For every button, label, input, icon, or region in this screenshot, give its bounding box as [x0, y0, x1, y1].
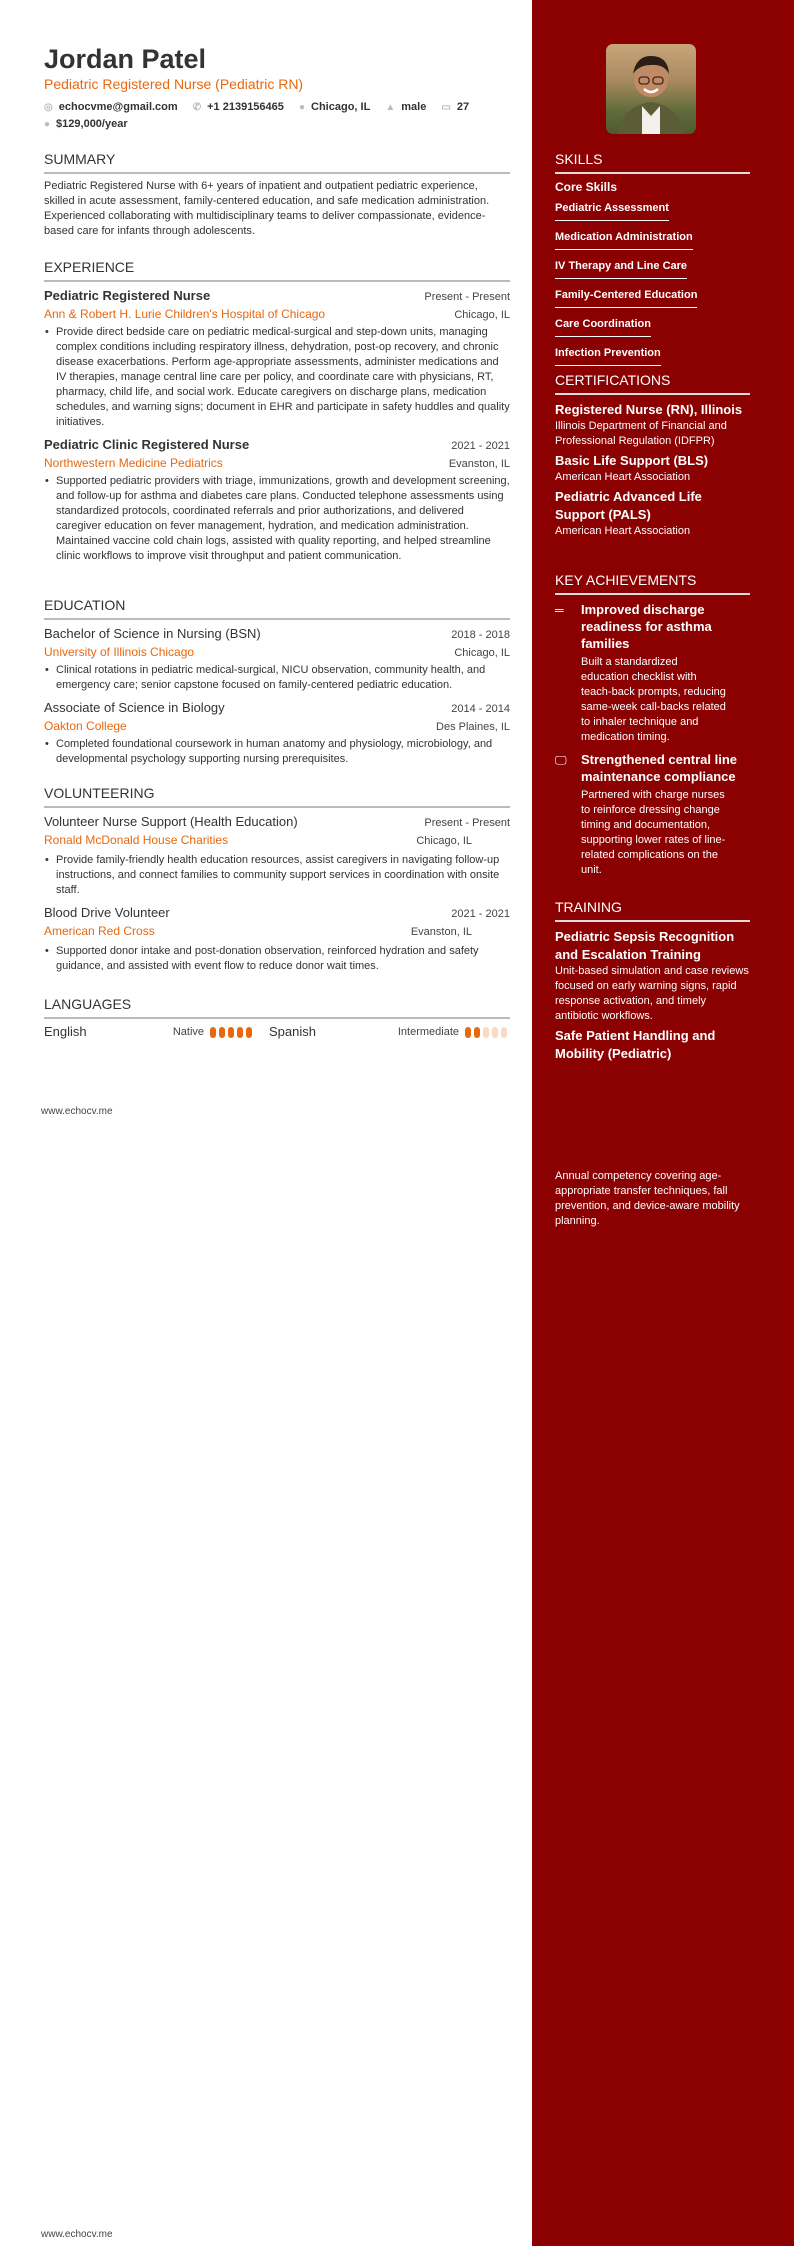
institution: University of Illinois Chicago: [44, 645, 195, 659]
cert-issuer: American Heart Association: [555, 471, 691, 483]
section-heading: VOLUNTEERING: [44, 785, 510, 808]
edu-bullet: • Completed foundational coursework in human anatomy and physiology, microbiology, and developmental psychology supporting nursing prerequisites.: [44, 737, 510, 767]
money-icon: ●: [44, 119, 51, 130]
location-value: Chicago, IL: [311, 101, 371, 113]
rating-dot-filled: [474, 1027, 480, 1038]
volunteer-location: Chicago, IL: [416, 835, 472, 847]
training-title: Pediatric Sepsis Recognition and Escalation Training: [555, 929, 735, 962]
employer: Northwestern Medicine Pediatrics: [44, 456, 223, 470]
achievement-title: Improved discharge readiness for asthma families: [581, 602, 712, 651]
section-heading: LANGUAGES: [44, 996, 510, 1019]
achievement-desc: Built a standardized education checklist with teach-back prompts, reducing same-week call-backs related to inhaler technique and medication timing.: [581, 656, 726, 743]
section-heading: SUMMARY: [44, 151, 510, 174]
edu-location: Chicago, IL: [454, 647, 510, 659]
rating-dot-filled: [246, 1027, 252, 1038]
location-icon: ●: [298, 102, 306, 113]
cert-issuer: Illinois Department of Financial and Professional Regulation (IDFPR): [555, 420, 727, 447]
skills-section: [555, 151, 750, 372]
language-rating: [465, 1024, 510, 1039]
volunteer-org: American Red Cross: [44, 924, 155, 938]
language-level: Native: [172, 1025, 205, 1038]
cert-title: Pediatric Advanced Life Support (PALS): [555, 489, 702, 522]
volunteer-org: Ronald McDonald House Charities: [44, 833, 229, 847]
rating-dot-filled: [465, 1027, 471, 1038]
volunteer-dates: Present - Present: [424, 817, 510, 829]
cert-title: Registered Nurse (RN), Illinois: [555, 402, 743, 417]
skill-item: Family-Centered Education: [555, 289, 697, 308]
employer: Ann & Robert H. Lurie Children's Hospital of Chicago: [44, 307, 326, 321]
summary-text: Pediatric Registered Nurse with 6+ years of inpatient and outpatient pediatric experience, skilled in acute assessment, family-centered education, and safe medication administration. Experienced collaborating with multidisciplinary teams to deliver compassionate, evidence-based care for infants through adolescents.: [44, 180, 490, 237]
rating-dot-empty: [483, 1027, 489, 1038]
section-heading: KEY ACHIEVEMENTS: [555, 572, 750, 595]
skill-item: Care Coordination: [555, 318, 651, 337]
section-heading: TRAINING: [555, 899, 750, 922]
training-desc: Unit-based simulation and case reviews focused on early warning signs, rapid response activation, and timely antibiotic workflows.: [555, 965, 749, 1022]
skill-category: Core Skills: [555, 180, 618, 194]
contact-age: [441, 99, 469, 116]
section-heading: EDUCATION: [44, 597, 510, 620]
volunteer-bullet: • Supported donor intake and post-donation observation, reinforced hydration and safety guidance, and assisted with event flow to reduce donor wait times.: [44, 944, 510, 974]
skill-item: Pediatric Assessment: [555, 202, 669, 221]
contact-phone[interactable]: [193, 99, 284, 116]
job-location: Chicago, IL: [454, 309, 510, 321]
summary-section: [44, 151, 510, 239]
edu-dates: 2014 - 2014: [451, 703, 510, 715]
achievements-section: [555, 572, 750, 884]
experience-item: [44, 287, 510, 430]
age-value: 27: [456, 101, 470, 113]
certifications-section: [555, 372, 750, 541]
experience-item: [44, 436, 510, 564]
edu-dates: 2018 - 2018: [451, 629, 510, 641]
rating-dot-filled: [210, 1027, 216, 1038]
contact-location: [299, 99, 370, 116]
person-icon: ▲: [385, 102, 396, 113]
candidate-title: Pediatric Registered Nurse (Pediatric RN): [44, 76, 304, 92]
phone-value: +1 2139156465: [207, 101, 284, 113]
training-desc: Annual competency covering age-appropriate transfer techniques, fall prevention, and device-aware mobility planning.: [555, 1170, 740, 1227]
language-name: English: [44, 1024, 87, 1039]
email-icon: ◎: [44, 102, 53, 113]
rating-dot-filled: [237, 1027, 243, 1038]
sidebar: [532, 0, 794, 2246]
job-dates: 2021 - 2021: [451, 440, 510, 452]
training-title: Safe Patient Handling and Mobility (Pediatric): [555, 1028, 716, 1061]
edu-location: Des Plaines, IL: [436, 721, 510, 733]
email-value: echocvme@gmail.com: [58, 101, 178, 113]
volunteer-role: Blood Drive Volunteer: [44, 905, 170, 920]
languages-section: [44, 996, 510, 1039]
language-list: [44, 1024, 510, 1039]
lines-icon: ═: [555, 603, 564, 617]
skill-item: Infection Prevention: [555, 347, 661, 366]
achievement-title: Strengthened central line maintenance compliance: [581, 752, 738, 784]
rating-dot-empty: [492, 1027, 498, 1038]
education-item: [44, 625, 510, 693]
achievement-item: [555, 601, 750, 745]
monitor-icon: 🖵: [555, 753, 567, 767]
edu-bullet: • Clinical rotations in pediatric medical-surgical, NICU observation, community health, and emergency care; senior capstone focused on family-centered pediatric education.: [44, 663, 510, 693]
volunteer-dates: 2021 - 2021: [451, 908, 510, 920]
section-heading: EXPERIENCE: [44, 259, 510, 282]
job-location: Evanston, IL: [448, 458, 510, 470]
education-item: [44, 699, 510, 767]
contact-email[interactable]: [44, 99, 178, 116]
education-section: [44, 597, 510, 773]
language-rating: [210, 1024, 255, 1039]
degree: Bachelor of Science in Nursing (BSN): [44, 626, 261, 641]
achievement-desc: Partnered with charge nurses to reinforce dressing change timing and documentation, supporting lower rates of line-related complications on the unit.: [581, 789, 726, 876]
volunteer-item: [44, 904, 510, 974]
training-section: [555, 899, 750, 1231]
cert-issuer: American Heart Association: [555, 525, 691, 537]
calendar-icon: ▭: [441, 102, 451, 113]
rating-dot-empty: [501, 1027, 507, 1038]
achievement-item: [555, 751, 750, 878]
volunteering-section: [44, 785, 510, 980]
language-level: Intermediate: [397, 1025, 459, 1038]
skill-item: Medication Administration: [555, 231, 693, 250]
rating-dot-filled: [228, 1027, 234, 1038]
job-bullet: • Provide direct bedside care on pediatric medical-surgical and step-down units, managing complex conditions including respiratory illness, dehydration, post-op recovery, and chronic disease exacerbations. Perform age-appropriate assessments, administer medications and IV therapies, manage central line care per policy, and coordinate care with physicians, RT, pharmacy, child life, and social work. Educate caregivers on discharge plans, medication schedules, and warning signs; document in EHR and participate in safety huddles and quality initiatives.: [44, 325, 510, 430]
gender-value: male: [401, 101, 427, 113]
skill-item: IV Therapy and Line Care: [555, 260, 687, 279]
job-bullet: • Supported pediatric providers with triage, immunizations, growth and development screening, and follow-up for asthma and diabetes care plans. Conducted telephone assessments using standardized protocols, coordinated referrals and prior authorizations, and delivered caregiver education on fever management, hydration, and medication administration. Maintained vaccine cold chain logs, assisted with quality reporting, and helped streamline clinic workflows to improve visit throughput and patient communication.: [44, 474, 510, 564]
contact-salary: [44, 116, 128, 133]
section-heading: SKILLS: [555, 151, 750, 174]
volunteer-item: [44, 813, 510, 898]
section-heading: CERTIFICATIONS: [555, 372, 750, 395]
job-title: Pediatric Clinic Registered Nurse: [44, 437, 250, 452]
footer-link[interactable]: www.echocv.me: [41, 2229, 113, 2240]
degree: Associate of Science in Biology: [44, 700, 225, 715]
job-dates: Present - Present: [424, 291, 510, 303]
experience-section: [44, 259, 510, 570]
cert-title: Basic Life Support (BLS): [555, 453, 709, 468]
salary-value: $129,000/year: [56, 118, 128, 130]
volunteer-location: Evanston, IL: [410, 926, 472, 938]
institution: Oakton College: [44, 719, 127, 733]
language-name: Spanish: [269, 1024, 316, 1039]
profile-photo: [606, 44, 696, 134]
contact-info: [44, 99, 514, 133]
candidate-name: Jordan Patel: [44, 44, 207, 74]
contact-gender: [385, 99, 426, 116]
phone-icon: ✆: [192, 102, 202, 113]
volunteer-role: Volunteer Nurse Support (Health Education): [44, 814, 298, 829]
job-title: Pediatric Registered Nurse: [44, 288, 211, 303]
volunteer-bullet: • Provide family-friendly health education resources, assist caregivers in navigating follow-up instructions, and connect families to community support services in coordination with onsite staff.: [44, 853, 510, 898]
rating-dot-filled: [219, 1027, 225, 1038]
footer-link[interactable]: www.echocv.me: [41, 1106, 113, 1117]
skill-list: [555, 198, 750, 372]
